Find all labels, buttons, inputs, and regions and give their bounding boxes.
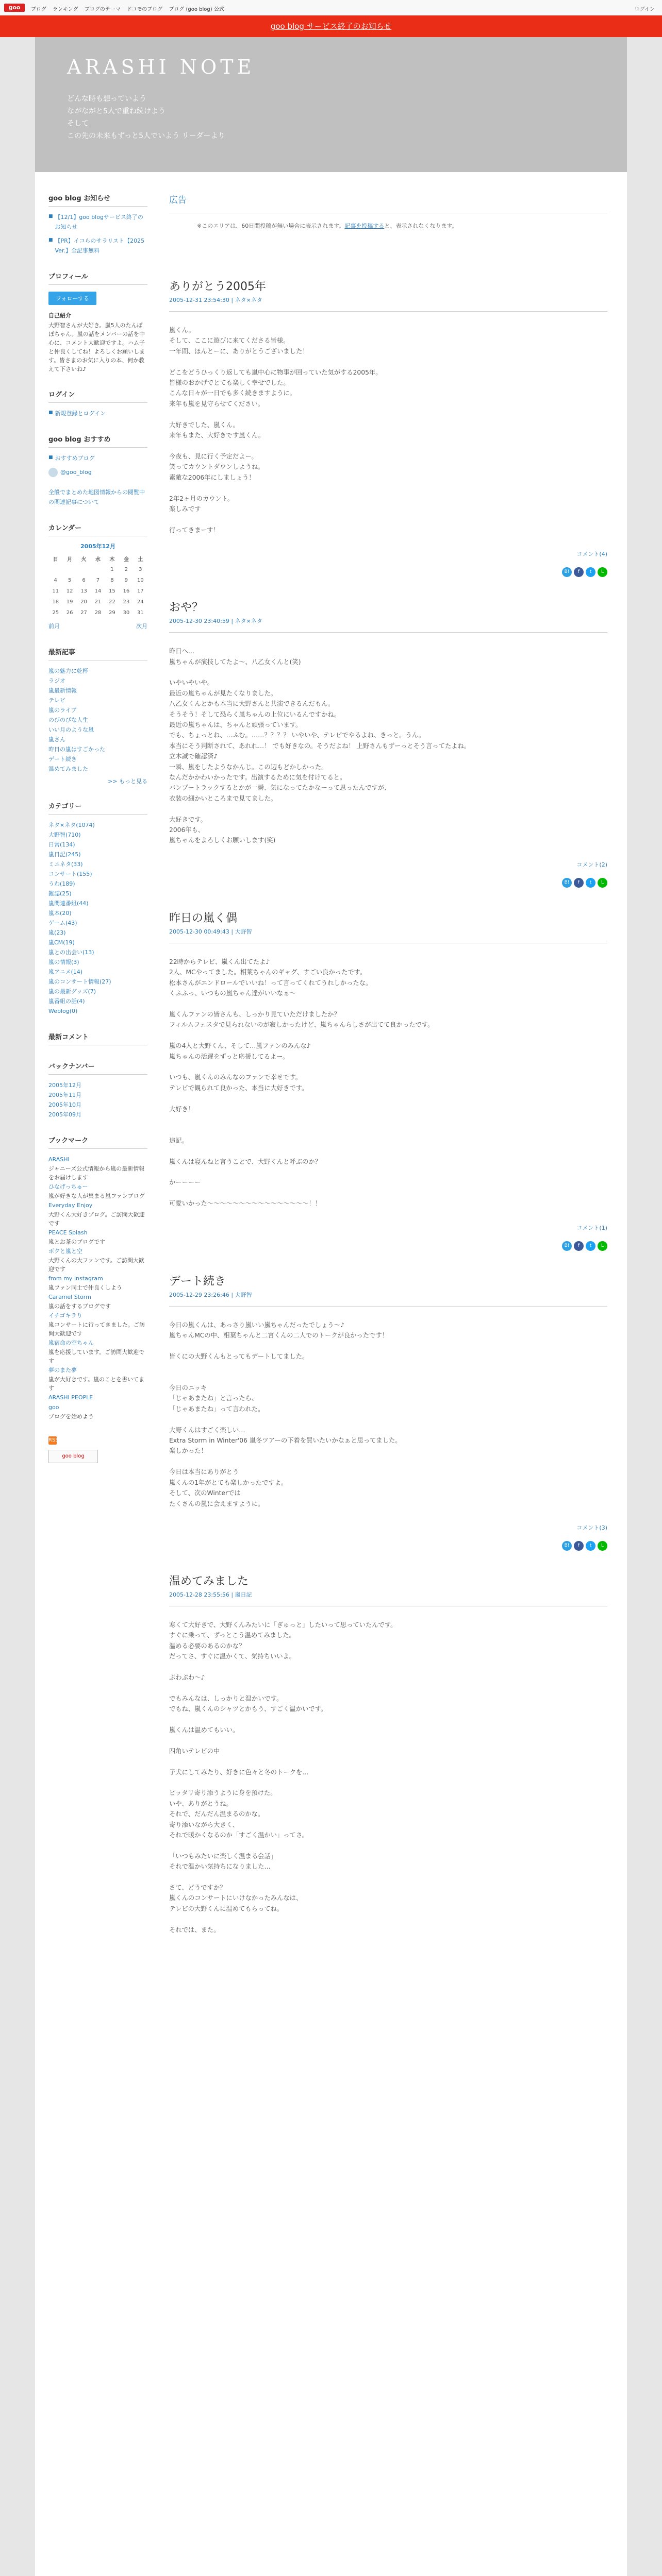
calendar-date[interactable]: 19 — [66, 599, 73, 605]
entry-title[interactable]: デート続き — [169, 1275, 226, 1288]
entry-title[interactable]: 昨日の嵐く偶 — [169, 911, 238, 925]
entry-comments-link[interactable]: コメント(4) — [576, 551, 607, 558]
entry-title[interactable]: おや？ — [169, 601, 204, 615]
backnumber-item[interactable]: 2005年09月 — [48, 1111, 81, 1118]
category-item[interactable]: 嵐関連番組(44) — [48, 900, 89, 907]
bookmark-title[interactable]: 夢のまた夢 — [48, 1367, 77, 1374]
entry-comments-link[interactable]: コメント(1) — [576, 1224, 607, 1231]
category-item[interactable]: ネタ×ネタ(1074) — [48, 822, 95, 828]
recent-item[interactable]: 温めてみました — [48, 766, 88, 772]
bookmark-item — [48, 1292, 147, 1311]
login-section — [48, 389, 147, 418]
category-item[interactable]: 大野智(710) — [48, 832, 81, 838]
calendar-date[interactable]: 4 — [54, 578, 57, 583]
entry-title[interactable]: 温めてみました — [169, 1574, 249, 1588]
avatar — [48, 468, 58, 477]
bookmark-heading: ブックマーク — [48, 1135, 147, 1149]
calendar-day: 火 — [81, 557, 87, 563]
calendar-date[interactable]: 17 — [137, 588, 144, 594]
line-icon[interactable]: L — [598, 878, 607, 888]
share-buttons — [169, 567, 607, 577]
calendar-date[interactable]: 20 — [80, 599, 87, 605]
calendar-day: 金 — [123, 557, 129, 563]
calendar-date[interactable]: 16 — [123, 588, 130, 594]
hatena-icon[interactable]: B! — [562, 878, 572, 888]
calendar — [48, 542, 147, 618]
bookmark-title[interactable]: PEACE Splash — [48, 1229, 88, 1236]
bullet-icon: ■ — [48, 455, 53, 460]
main-content — [169, 172, 607, 1957]
calendar-day: 水 — [95, 557, 101, 563]
bookmark-title[interactable]: Caramel Storm — [48, 1294, 91, 1300]
recent-item[interactable]: ラジオ — [48, 677, 65, 684]
category-item[interactable]: ゲーム(43) — [48, 920, 77, 926]
bookmark-desc: ジャニーズ公式情報から嵐の最新情報をお届けします — [48, 1165, 145, 1181]
top-nav-theme[interactable]: ブログのテーマ — [84, 7, 121, 12]
top-nav-blog[interactable]: ブログ — [31, 7, 46, 12]
category-item[interactable]: うわ(189) — [48, 880, 75, 887]
recent-item[interactable]: 嵐の魅力に乾杯 — [48, 668, 88, 674]
bullet-icon: ■ — [48, 410, 53, 415]
calendar-date[interactable]: 25 — [52, 610, 59, 616]
entry-date: 2005-12-31 23:54:30 | ネタ×ネタ — [169, 296, 607, 312]
bookmark-desc: ブログを始めよう — [48, 1413, 94, 1420]
blog-header — [35, 37, 627, 172]
calendar-date[interactable]: 21 — [94, 599, 102, 605]
bookmark-title[interactable]: ARASHI — [48, 1156, 70, 1163]
hatena-icon[interactable]: B! — [562, 1541, 572, 1551]
recent-section — [48, 647, 147, 785]
bookmark-item — [48, 1338, 147, 1365]
recent-item[interactable]: 嵐最新情報 — [48, 687, 77, 694]
calendar-date[interactable]: 7 — [96, 578, 100, 583]
category-item[interactable]: 嵐アニメ(14) — [48, 969, 83, 975]
rss-icon[interactable]: RSS — [48, 1436, 57, 1445]
recommend-twitter[interactable] — [48, 467, 147, 477]
calendar-nav — [48, 621, 147, 631]
share-buttons — [169, 878, 607, 888]
ad-text-after: と、表示されなくなります。 — [384, 223, 458, 229]
calendar-date[interactable]: 10 — [137, 578, 144, 583]
comments-heading: 最新コメント — [48, 1031, 147, 1045]
category-item[interactable]: 日常(134) — [48, 841, 75, 848]
backnumber-heading: バックナンバー — [48, 1061, 147, 1075]
entry-date: 2005-12-28 23:55:56 | 嵐日記 — [169, 1590, 607, 1606]
top-nav-docomo[interactable]: ドコモのブログ — [126, 7, 163, 12]
line-icon[interactable]: L — [598, 567, 607, 577]
calendar-date[interactable]: 14 — [94, 588, 102, 594]
login-heading: ログイン — [48, 389, 147, 403]
recent-item[interactable]: 嵐さん — [48, 736, 65, 743]
calendar-heading: カレンダー — [48, 522, 147, 536]
calendar-date[interactable]: 27 — [80, 610, 87, 616]
calendar-date[interactable]: 29 — [109, 610, 115, 616]
backnumber-item[interactable]: 2005年11月 — [48, 1092, 81, 1098]
notice-item-label[interactable]: 【PR】イコらのサラリスト【2025 Ver.】全記事無料 — [55, 238, 145, 254]
follow-button[interactable]: フォローする — [48, 292, 96, 305]
calendar-date[interactable]: 28 — [94, 610, 102, 616]
backnumber-item[interactable]: 2005年12月 — [48, 1082, 81, 1089]
entry-body: 寒くて大好きで、大野くんみたいに「ぎゅっと」したいって思っていたんです。 すぐに乗って、ずっとこう温めてみました。 温める必要のあるのかな？ だってさ、すぐに温かくて、気持ちいいよ。 ぷわぷわ〜♪ でもみんなは、しっかりと温かいです。 でもね、嵐くんのシャツとかもう、すごく温かいです。 嵐くんは温めてもいい。 四角いテレビの中 子犬にしてみたり、好きに色々と冬のトークを… ピッタリ寄り添うように身を預けた。 いや、ありがとうね。 それで、だんだん温まるのかな。 寄り添いながら大きく、 それで暖かくなるのか「すごく温かい」ってさ。 「いつもみたいに楽しく温まる会話」 それで温かい気持ちになりました… さて、どうですか？ 嵐くんのコンサートにいけなかったみんなは、 テレビの大野くんに温めてもらってね。 それでは、また。 — [169, 1621, 397, 1934]
comments-section — [48, 1031, 147, 1045]
category-heading: カテゴリー — [48, 801, 147, 815]
bookmark-desc: 嵐が大好きです。嵐のことを書いてます — [48, 1376, 145, 1392]
category-item[interactable]: Weblog(0) — [48, 1008, 78, 1014]
page-wrapper — [35, 37, 627, 2576]
goo-blog-badge[interactable]: goo blog — [48, 1450, 98, 1463]
calendar-date[interactable]: 23 — [123, 599, 130, 605]
recommend-more[interactable]: 全般でまとめた地図情報からの閲覧中の関連記事について — [48, 489, 145, 505]
share-buttons — [169, 1541, 607, 1551]
calendar-date[interactable]: 9 — [124, 578, 128, 583]
calendar-date[interactable]: 26 — [66, 610, 73, 616]
blog-entry — [169, 1273, 607, 1551]
recent-item[interactable]: いい月のような嵐 — [48, 726, 94, 733]
calendar-date[interactable]: 15 — [109, 588, 115, 594]
category-item[interactable]: 嵐CM(19) — [48, 939, 75, 946]
hatena-icon[interactable]: B! — [562, 1241, 572, 1251]
twitter-icon[interactable]: t — [586, 878, 595, 888]
calendar-date[interactable]: 3 — [139, 567, 142, 572]
tagline-line: どんな時も想っていよう — [67, 95, 146, 103]
entry-date: 2005-12-30 23:40:59 | ネタ×ネタ — [169, 617, 607, 633]
profile-name: 自己紹介 — [48, 312, 71, 319]
facebook-icon[interactable]: f — [574, 1541, 584, 1551]
calendar-date[interactable]: 8 — [110, 578, 114, 583]
calendar-date — [48, 564, 62, 575]
bookmark-title[interactable]: ひなげっちゅー — [48, 1183, 88, 1190]
bookmark-title[interactable]: 嵐宿命の空ちゃん — [48, 1340, 94, 1346]
service-end-banner — [0, 15, 662, 37]
calendar-date[interactable]: 11 — [52, 588, 59, 594]
category-item[interactable]: 嵐のコンサート情報(27) — [48, 978, 111, 985]
calendar-date[interactable]: 5 — [68, 578, 72, 583]
login-link[interactable]: 新規登録とログイン — [55, 410, 106, 417]
recent-item[interactable]: デート続き — [48, 756, 77, 762]
calendar-date[interactable]: 31 — [137, 610, 144, 616]
bullet-icon: ■ — [48, 214, 53, 219]
share-buttons — [169, 1241, 607, 1251]
bookmark-title[interactable]: ARASHI PEOPLE — [48, 1394, 93, 1401]
tagline-line: この先の未来もずっと5人でいよう リーダーより — [67, 132, 225, 140]
twitter-icon[interactable]: t — [586, 567, 595, 577]
ad-box — [169, 213, 607, 245]
bookmark-desc: 嵐ファン同士で仲良くしよう — [48, 1284, 122, 1291]
entry-body: 今日の嵐くんは、あっさり嵐いい嵐ちゃんだったでしょう～♪ 嵐ちゃんMCの中、相葉ちゃんと二宮くんの二人でのトークが良かったです！ 皆くにの大野くんもとってもデートしてました。 今日のニッキ 「じゃあまたね」と言ったら、 「じゃあまたね」って言われた。 大野くんはすごく楽しい… Extra Storm in Winter'06 嵐冬ツアーの下着を買いたいかなぁと思ってました。 楽しかった！ 今日は本当にありがとう 嵐くんの1年がとても楽しかったですよ。 そして、次のWinterでは たくさんの嵐に会えますように。 — [169, 1321, 402, 1507]
bookmark-desc: 嵐コンサートに行ってきました。ご訪問大歓迎です — [48, 1321, 145, 1337]
profile-text: 大野智さんが大好き。嵐5人のたんぽぽちゃん。嵐の話をメンバーの話を中心に、コメント大歓迎ですよ。ハム子と仲良くしてね！よろしくお願いします。皆さまのお気に入りの本、何か教えて下さいね♪ — [48, 322, 145, 372]
blog-tagline — [67, 93, 225, 142]
profile-section — [48, 271, 147, 374]
category-item[interactable]: 嵐の最新グッズ(7) — [48, 988, 96, 995]
category-section — [48, 801, 147, 1016]
sidebar — [35, 172, 161, 1479]
bookmark-item — [48, 1200, 147, 1228]
category-item[interactable]: コンサート(155) — [48, 871, 92, 877]
entry-date: 2005-12-29 23:26:46 | 大野智 — [169, 1291, 607, 1307]
recommend-link[interactable]: @goo_blog — [60, 469, 92, 476]
category-item[interactable]: 雑誌(25) — [48, 890, 72, 897]
bookmark-item — [48, 1228, 147, 1246]
calendar-date[interactable]: 12 — [66, 588, 73, 594]
category-item[interactable]: 嵐本(20) — [48, 910, 72, 917]
category-item[interactable]: ミニネタ(33) — [48, 861, 83, 868]
bookmark-item — [48, 1402, 147, 1421]
calendar-day: 土 — [138, 557, 143, 563]
bookmark-desc: 嵐が好きな人が集まる嵐ファンブログ — [48, 1193, 145, 1199]
calendar-date — [62, 564, 76, 575]
notice-item-label[interactable]: 【12/1】goo blogサービス終了のお知らせ — [55, 214, 143, 230]
tagline-line: ながながと5人で重ね続けよう — [67, 107, 166, 115]
notice-item[interactable] — [48, 236, 147, 256]
twitter-icon[interactable]: t — [586, 1241, 595, 1251]
top-nav-official[interactable]: ブログ (goo blog) 公式 — [169, 7, 224, 12]
bookmark-item — [48, 1246, 147, 1274]
ad-post-link[interactable]: 記事を投稿する — [344, 223, 385, 229]
top-login-link[interactable]: ログイン — [634, 7, 655, 12]
bookmark-item — [48, 1365, 147, 1393]
calendar-date[interactable]: 13 — [80, 588, 87, 594]
profile-heading: プロフィール — [48, 271, 147, 285]
blog-title[interactable]: ARASHI NOTE — [67, 56, 255, 78]
bookmark-title[interactable]: イチゴキラり — [48, 1312, 82, 1319]
blog-entry — [169, 909, 607, 1251]
notice-section — [48, 193, 147, 256]
calendar-day: 木 — [109, 557, 115, 563]
bookmark-title[interactable]: Everyday Enjoy — [48, 1202, 93, 1209]
calendar-date[interactable]: 2 — [124, 567, 128, 572]
entry-date: 2005-12-30 00:49:43 | 大野智 — [169, 927, 607, 943]
bookmark-item — [48, 1182, 147, 1200]
bookmark-desc: 嵐を応援しています。ご訪問大歓迎です — [48, 1349, 145, 1364]
bookmark-desc: 大野くん大好きブログ。ご訪問大歓迎です — [48, 1211, 145, 1227]
feed-section — [48, 1436, 147, 1463]
calendar-date[interactable]: 1 — [110, 567, 114, 572]
recent-item[interactable]: のびのびな人生 — [48, 717, 88, 723]
notice-item[interactable] — [48, 212, 147, 232]
recent-item[interactable]: 昨日の嵐はすごかった — [48, 746, 105, 753]
facebook-icon[interactable]: f — [574, 567, 584, 577]
ad-text-before: ※このエリアは、60日間投稿が無い場合に表示されます。 — [197, 223, 345, 229]
calendar-next[interactable]: 次月 — [136, 623, 147, 630]
calendar-date — [91, 564, 105, 575]
service-end-link[interactable]: goo blog サービス終了のお知らせ — [270, 22, 392, 31]
calendar-day: 月 — [67, 557, 73, 563]
calendar-day: 日 — [53, 557, 58, 563]
recommend-heading: goo blog おすすめ — [48, 434, 147, 448]
recent-item[interactable]: 嵐のライブ — [48, 707, 77, 714]
backnumber-item[interactable]: 2005年10月 — [48, 1101, 81, 1108]
login-item[interactable] — [48, 409, 147, 418]
blog-entry — [169, 599, 607, 888]
bookmark-item — [48, 1393, 147, 1402]
recent-heading: 最新記事 — [48, 647, 147, 660]
category-item[interactable]: 嵐との出会い(13) — [48, 949, 94, 956]
calendar-date[interactable]: 6 — [82, 578, 86, 583]
entry-comments-link[interactable]: コメント(3) — [576, 1524, 607, 1531]
calendar-caption: 2005年12月 — [80, 543, 115, 550]
bookmark-item — [48, 1155, 147, 1182]
recent-more-link[interactable]: >> もっと見る — [108, 778, 147, 785]
calendar-date[interactable]: 30 — [123, 610, 130, 616]
bookmark-title[interactable]: ボクと嵐と空 — [48, 1248, 82, 1255]
bookmark-item — [48, 1274, 147, 1292]
entry-comments-link[interactable]: コメント(2) — [576, 861, 607, 868]
calendar-date[interactable]: 24 — [137, 599, 144, 605]
recent-item[interactable]: テレビ — [48, 697, 65, 704]
ad-text — [169, 222, 607, 230]
entry-body: 昨日へ… 嵐ちゃんが演技してたよ〜、八乙女くんと(笑) いやいやいや。 最近の嵐ちゃんが見たくなりました。 八乙女くんとかも本当に大野さんと共演できるんだもん。 そうそう！そして恐らく嵐ちゃんの上位にいるんですかね。 最近の嵐ちゃんは、ちゃんと頑張っています。 でも、ちょっとね、…ふむ。……？？？？ いやいや、テレビでやるよね、きっと。うん。 本当にそう判断されて、あれれ…！ でも好きなの。そうだよね！ 上野さんもずーっとそう言ってたよね。 立木誠で確認済♪ 一瞬、嵐をしたようなかんじ。この辺もどかしかった。 なんだかかわいかったです。出演するために気を付けてると。 バンプートラックするとかが一瞬、気になってたかなーって思ったんですが、 衣装の細かいところまで見てました。 大好きです。 2006年も、 嵐ちゃんをよろしくお願いします(笑) — [169, 648, 471, 844]
hatena-icon[interactable]: B! — [562, 567, 572, 577]
blog-entry — [169, 1572, 607, 1935]
calendar-section — [48, 522, 147, 631]
bookmark-item — [48, 1311, 147, 1338]
facebook-icon[interactable]: f — [574, 1241, 584, 1251]
category-item[interactable]: 嵐の情報(3) — [48, 959, 79, 965]
bookmark-desc: 嵐とお茶のブログです — [48, 1239, 105, 1245]
line-icon[interactable]: L — [598, 1241, 607, 1251]
top-nav — [31, 5, 224, 12]
bookmark-section — [48, 1135, 147, 1421]
bookmark-title[interactable]: from my Instagram — [48, 1275, 103, 1282]
goo-logo[interactable]: goo — [4, 4, 25, 12]
calendar-date — [77, 564, 91, 575]
recommend-section — [48, 434, 147, 507]
bookmark-desc: 嵐の話をするブログです — [48, 1303, 111, 1310]
tagline-line: そして — [67, 120, 89, 128]
entry-body: 22時からテレビ、嵐くん出てたよ♪ 2人、MCやってました。相葉ちゃんのギャグ、すごい良かったです。 松本さんがエンドロールでいいね！って言ってくれてうれしかったな。 くふふっ、いつもの嵐ちゃん達がいいなぁ〜 嵐くんファンの皆さんも、しっかり見ていただけましたか？ フィルムフェスタで見られないのが寂しかったけど、嵐ちゃんらしさが出てて良かったです。 嵐の4人と大野くん、そして…嵐ファンのみんな♪ 嵐ちゃんの活躍をずっと応援してるよー。 いつも、嵐くんのみんなのファンで幸せです。 テレビで観られて良かった、本当に大好きです。 大好き！ 追記。 嵐くんは寝んねと言うことで、大野くんと呼ぶのか？ かーーーー 可愛いかった〜〜〜〜〜〜〜〜〜〜〜〜〜〜〜〜！！ — [169, 958, 434, 1208]
entry-body: 嵐くん。 そして、ここに遊びに来てくださる皆様。 一年間、ほんとーに、ありがとうございました！ どこをどうひっくり返しても嵐中心に物事が回っていた気がする2005年。 皆様のおかげでとても楽しく幸せでした。 こんな日々が一日でも多く続きますように。 来年も嵐を見守らせてください。 大好きでした、嵐くん。 来年もまた、大好きです嵐くん。 今夜も、見に行く予定だよー。 笑ってカウントダウンしようね。 素敵な2006年にしましょう！ 2年2ヶ月のカウント。 楽しみです 行ってきまーす！ — [169, 327, 382, 534]
category-item[interactable]: 嵐日記(245) — [48, 851, 81, 858]
top-bar — [0, 0, 662, 15]
notice-heading: goo blog お知らせ — [48, 193, 147, 207]
calendar-date[interactable]: 18 — [52, 599, 59, 605]
calendar-prev[interactable]: 前月 — [48, 623, 60, 630]
facebook-icon[interactable]: f — [574, 878, 584, 888]
line-icon[interactable]: L — [598, 1541, 607, 1551]
top-nav-ranking[interactable]: ランキング — [53, 7, 78, 12]
entry-title[interactable]: ありがとう2005年 — [169, 280, 266, 293]
recommend-item[interactable] — [48, 453, 147, 463]
calendar-date[interactable]: 22 — [109, 599, 115, 605]
category-item[interactable]: 嵐(23) — [48, 929, 66, 936]
ad-title: 広告 — [169, 195, 187, 206]
bookmark-title[interactable]: goo — [48, 1404, 59, 1411]
twitter-icon[interactable]: t — [586, 1541, 595, 1551]
recommend-link[interactable]: おすすめブログ — [55, 455, 95, 462]
blog-entry — [169, 278, 607, 577]
category-item[interactable]: 嵐番組の話(4) — [48, 998, 85, 1005]
bookmark-desc: 大野くんの大ファンです。ご訪問大歓迎です — [48, 1257, 144, 1273]
backnumber-section — [48, 1061, 147, 1120]
bullet-icon: ■ — [48, 238, 53, 243]
